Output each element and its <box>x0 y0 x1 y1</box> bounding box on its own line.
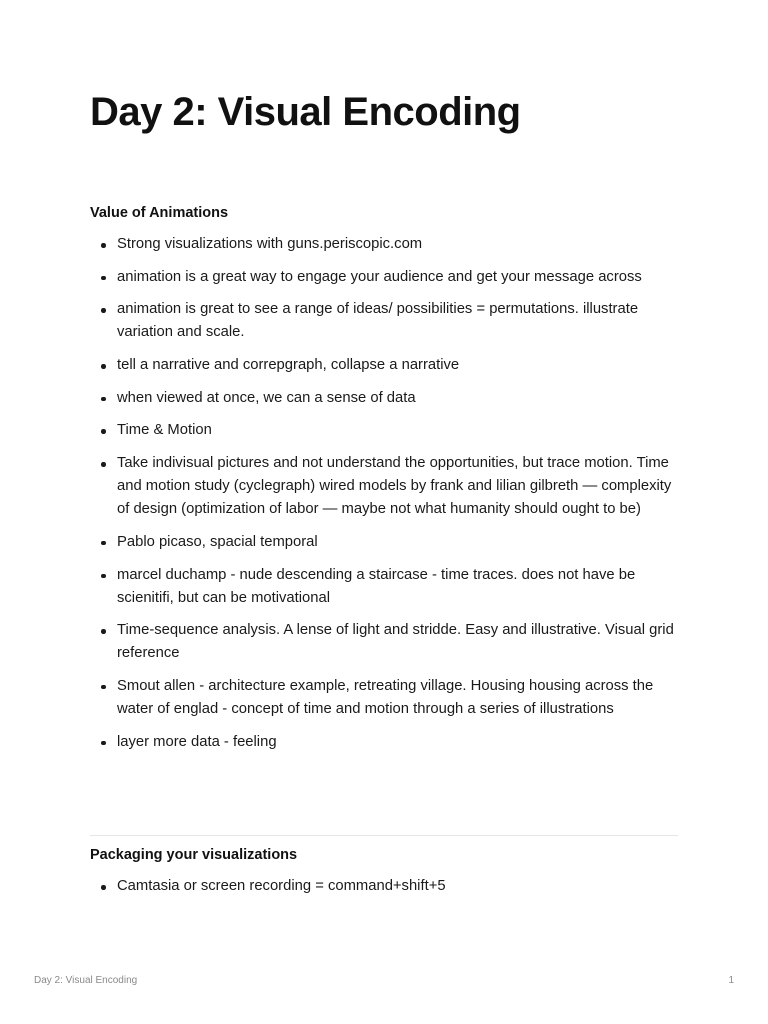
bullet-list <box>90 875 678 898</box>
list-item: animation is great to see a range of ideas/ possibilities = permutations. illustrate variation and scale. <box>90 298 678 344</box>
section-packaging-visualizations <box>90 845 678 898</box>
list-item: tell a narrative and correpgraph, collapse a narrative <box>90 354 678 377</box>
page-title: Day 2: Visual Encoding <box>90 90 521 134</box>
list-item: when viewed at once, we can a sense of data <box>90 387 678 410</box>
list-item: Time & Motion <box>90 419 678 442</box>
section-divider <box>90 835 678 836</box>
list-item: Pablo picaso, spacial temporal <box>90 531 678 554</box>
section-value-of-animations <box>90 203 678 754</box>
list-item: Take indivisual pictures and not understand the opportunities, but trace motion. Time and motion study (cyclegraph) wired models by frank and lilian gilbreth — complexity of design (optimization of labor — maybe not what humanity should ought to be) <box>90 452 678 521</box>
list-item: Smout allen - architecture example, retreating village. Housing housing across the water of englad - concept of time and motion through a series of illustrations <box>90 675 678 721</box>
bullet-list <box>90 233 678 754</box>
footer-document-title: Day 2: Visual Encoding <box>34 975 138 986</box>
list-item: marcel duchamp - nude descending a staircase - time traces. does not have be scienitifi, but can be motivational <box>90 564 678 610</box>
list-item: Camtasia or screen recording = command+shift+5 <box>90 875 678 898</box>
list-item: animation is a great way to engage your audience and get your message across <box>90 266 678 289</box>
section-heading: Value of Animations <box>90 205 229 221</box>
list-item: Strong visualizations with guns.periscopic.com <box>90 233 678 256</box>
footer-page-number: 1 <box>728 975 734 986</box>
list-item: layer more data - feeling <box>90 731 678 754</box>
section-heading: Packaging your visualizations <box>90 847 298 863</box>
list-item: Time-sequence analysis. A lense of light and stridde. Easy and illustrative. Visual grid reference <box>90 619 678 665</box>
